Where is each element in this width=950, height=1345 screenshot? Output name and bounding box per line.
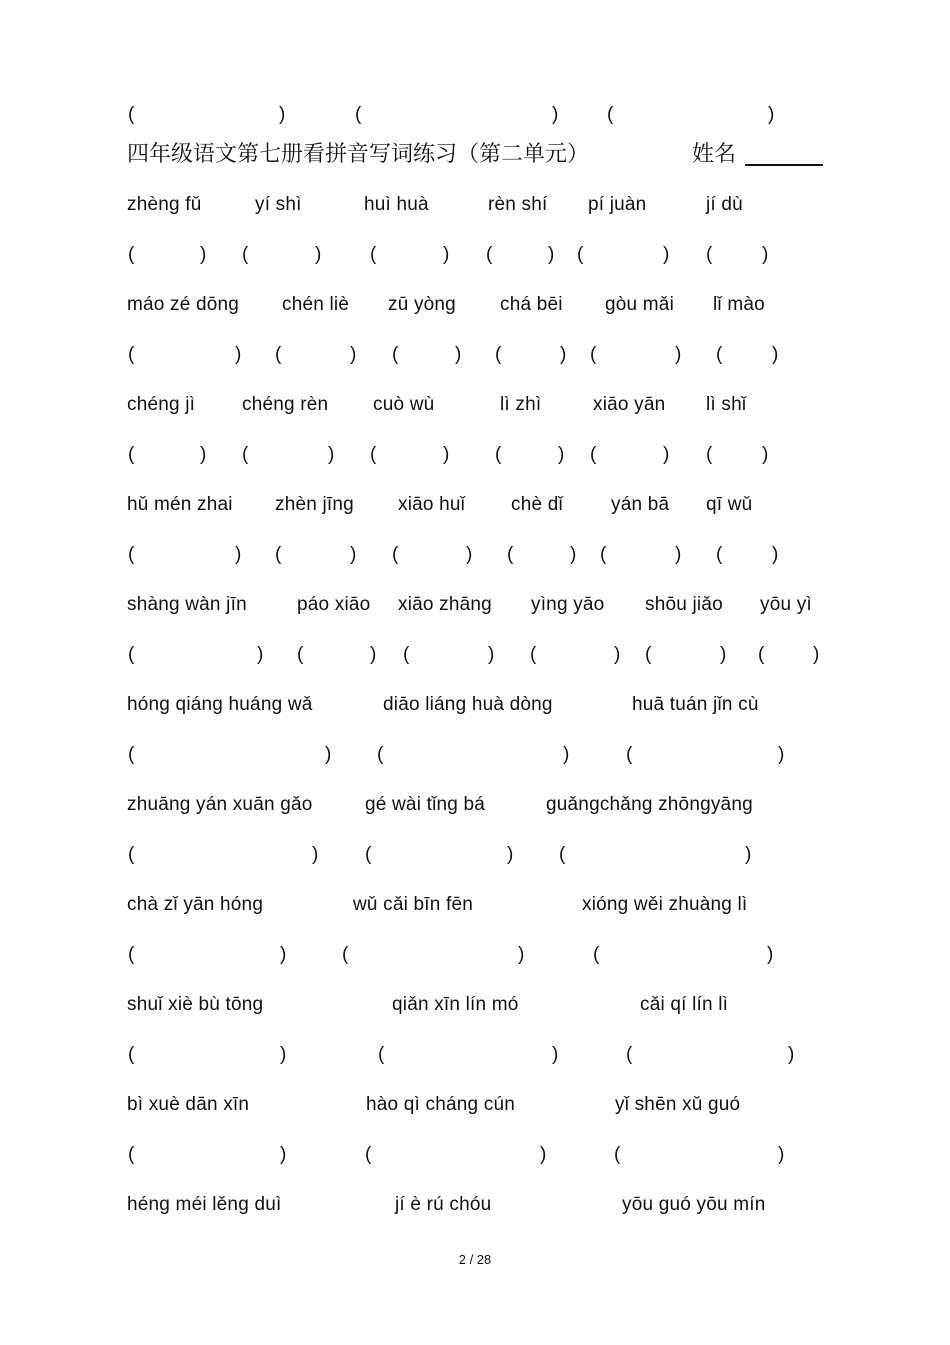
answer-close-paren: ): [235, 544, 242, 565]
answer-open-paren: (: [614, 1144, 621, 1165]
worksheet-title: 四年级语文第七册看拼音写词练习（第二单元）: [127, 142, 590, 167]
answer-open-paren: (: [275, 344, 282, 365]
answer-close-paren: ): [279, 104, 286, 125]
answer-open-paren: (: [128, 344, 135, 365]
answer-close-paren: ): [663, 444, 670, 465]
answer-close-paren: ): [762, 444, 769, 465]
answer-blank-row: [0, 240, 950, 270]
pinyin-word: jí dù: [706, 194, 743, 215]
answer-open-paren: (: [590, 444, 597, 465]
answer-close-paren: ): [762, 244, 769, 265]
answer-close-paren: ): [370, 644, 377, 665]
answer-open-paren: (: [593, 944, 600, 965]
answer-open-paren: (: [365, 844, 372, 865]
pinyin-word: gòu mǎi: [605, 294, 674, 315]
answer-open-paren: (: [607, 104, 614, 125]
pinyin-row: [0, 790, 950, 820]
answer-close-paren: ): [745, 844, 752, 865]
pinyin-word: lǐ mào: [713, 294, 765, 315]
pinyin-word: yí shì: [255, 194, 302, 215]
pinyin-word: chè dǐ: [511, 494, 563, 515]
pinyin-word: cuò wù: [373, 394, 435, 415]
pinyin-word: shōu jiǎo: [645, 594, 723, 615]
name-label: 姓名: [692, 142, 737, 167]
answer-open-paren: (: [370, 444, 377, 465]
pinyin-word: huì huà: [364, 194, 429, 215]
answer-open-paren: (: [370, 244, 377, 265]
pinyin-word: qiǎn xīn lín mó: [392, 994, 519, 1015]
pinyin-word: gé wài tǐng bá: [365, 794, 486, 815]
answer-blank-row: [0, 1040, 950, 1070]
answer-open-paren: (: [275, 544, 282, 565]
answer-close-paren: ): [548, 244, 555, 265]
pinyin-row: [0, 490, 950, 520]
answer-close-paren: ): [350, 544, 357, 565]
answer-open-paren: (: [403, 644, 410, 665]
pinyin-word: xióng wěi zhuàng lì: [582, 894, 748, 915]
answer-close-paren: ): [257, 644, 264, 665]
answer-open-paren: (: [128, 104, 135, 125]
answer-open-paren: (: [507, 544, 514, 565]
answer-open-paren: (: [577, 244, 584, 265]
answer-close-paren: ): [280, 944, 287, 965]
pinyin-word: xiāo zhāng: [398, 594, 492, 615]
answer-open-paren: (: [242, 444, 249, 465]
pinyin-word: bì xuè dān xīn: [127, 1094, 250, 1115]
answer-close-paren: ): [488, 644, 495, 665]
answer-blank-row: [0, 540, 950, 570]
answer-close-paren: ): [507, 844, 514, 865]
pinyin-word: hóng qiáng huáng wǎ: [127, 694, 313, 715]
answer-open-paren: (: [706, 244, 713, 265]
pinyin-word: zhèng fǔ: [127, 194, 202, 215]
answer-open-paren: (: [128, 644, 135, 665]
answer-close-paren: ): [540, 1144, 547, 1165]
answer-open-paren: (: [128, 744, 135, 765]
answer-open-paren: (: [590, 344, 597, 365]
pinyin-word: pí juàn: [588, 194, 647, 215]
answer-close-paren: ): [518, 944, 525, 965]
pinyin-row: [0, 590, 950, 620]
pinyin-word: rèn shí: [488, 194, 548, 215]
pinyin-word: héng méi lěng duì: [127, 1194, 282, 1215]
pinyin-row: [0, 890, 950, 920]
answer-blank-row: [0, 1140, 950, 1170]
answer-open-paren: (: [626, 744, 633, 765]
answer-close-paren: ): [200, 244, 207, 265]
page-number: 2 / 28: [458, 1252, 492, 1267]
answer-close-paren: ): [720, 644, 727, 665]
pinyin-row: [0, 1090, 950, 1120]
answer-open-paren: (: [645, 644, 652, 665]
answer-close-paren: ): [560, 344, 567, 365]
pinyin-word: yán bā: [611, 494, 670, 515]
answer-open-paren: (: [626, 1044, 633, 1065]
answer-close-paren: ): [280, 1044, 287, 1065]
answer-open-paren: (: [716, 344, 723, 365]
answer-close-paren: ): [767, 944, 774, 965]
answer-close-paren: ): [788, 1044, 795, 1065]
answer-blank-row: [0, 640, 950, 670]
answer-close-paren: ): [675, 344, 682, 365]
pinyin-word: hào qì cháng cún: [366, 1094, 515, 1115]
answer-open-paren: (: [716, 544, 723, 565]
pinyin-row: [0, 1190, 950, 1220]
answer-open-paren: (: [365, 1144, 372, 1165]
answer-close-paren: ): [350, 344, 357, 365]
answer-open-paren: (: [495, 344, 502, 365]
pinyin-word: diāo liáng huà dòng: [383, 694, 553, 715]
answer-open-paren: (: [392, 544, 399, 565]
answer-close-paren: ): [443, 244, 450, 265]
pinyin-word: hǔ mén zhai: [127, 494, 233, 515]
pinyin-word: chéng rèn: [242, 394, 329, 415]
answer-close-paren: ): [280, 1144, 287, 1165]
pinyin-word: cǎi qí lín lì: [640, 994, 729, 1015]
answer-close-paren: ): [778, 1144, 785, 1165]
answer-close-paren: ): [328, 444, 335, 465]
answer-open-paren: (: [355, 104, 362, 125]
answer-open-paren: (: [128, 544, 135, 565]
answer-close-paren: ): [455, 344, 462, 365]
pinyin-word: lì zhì: [500, 394, 542, 415]
answer-blank-row: [0, 340, 950, 370]
pinyin-word: xiāo yān: [593, 394, 666, 415]
answer-open-paren: (: [377, 744, 384, 765]
answer-close-paren: ): [235, 344, 242, 365]
answer-blank-row: [0, 940, 950, 970]
pinyin-word: guǎngchǎng zhōngyāng: [546, 794, 753, 815]
pinyin-word: páo xiāo: [297, 594, 371, 615]
pinyin-word: chén liè: [282, 294, 350, 315]
answer-open-paren: (: [242, 244, 249, 265]
pinyin-word: yōu guó yōu mín: [622, 1194, 766, 1215]
pinyin-word: chà zǐ yān hóng: [127, 894, 264, 915]
answer-blank-row: [0, 840, 950, 870]
answer-open-paren: (: [392, 344, 399, 365]
pinyin-word: zhèn jīng: [275, 494, 354, 515]
answer-open-paren: (: [342, 944, 349, 965]
answer-open-paren: (: [128, 1044, 135, 1065]
name-blank-line[interactable]: [745, 164, 823, 166]
answer-open-paren: (: [128, 944, 135, 965]
answer-close-paren: ): [772, 544, 779, 565]
pinyin-word: wǔ cǎi bīn fēn: [353, 894, 474, 915]
answer-close-paren: ): [312, 844, 319, 865]
pinyin-word: shàng wàn jīn: [127, 594, 247, 615]
answer-close-paren: ): [768, 104, 775, 125]
pinyin-word: shuǐ xiè bù tōng: [127, 994, 264, 1015]
answer-open-paren: (: [128, 1144, 135, 1165]
pinyin-word: chá bēi: [500, 294, 563, 315]
answer-close-paren: ): [563, 744, 570, 765]
answer-open-paren: (: [706, 444, 713, 465]
answer-open-paren: (: [297, 644, 304, 665]
pinyin-word: chéng jì: [127, 394, 196, 415]
answer-close-paren: ): [466, 544, 473, 565]
answer-open-paren: (: [378, 1044, 385, 1065]
answer-blank-row: [0, 100, 950, 130]
pinyin-word: jí è rú chóu: [395, 1194, 492, 1215]
answer-open-paren: (: [128, 444, 135, 465]
answer-open-paren: (: [600, 544, 607, 565]
answer-open-paren: (: [559, 844, 566, 865]
pinyin-word: yǐ shēn xǔ guó: [615, 1094, 741, 1115]
answer-close-paren: ): [558, 444, 565, 465]
answer-close-paren: ): [325, 744, 332, 765]
answer-blank-row: [0, 440, 950, 470]
answer-close-paren: ): [552, 104, 559, 125]
answer-close-paren: ): [614, 644, 621, 665]
answer-close-paren: ): [663, 244, 670, 265]
answer-open-paren: (: [495, 444, 502, 465]
pinyin-row: [0, 390, 950, 420]
answer-close-paren: ): [200, 444, 207, 465]
answer-close-paren: ): [772, 344, 779, 365]
answer-close-paren: ): [443, 444, 450, 465]
answer-open-paren: (: [128, 244, 135, 265]
answer-close-paren: ): [570, 544, 577, 565]
answer-blank-row: [0, 740, 950, 770]
pinyin-word: huā tuán jǐn cù: [632, 694, 759, 715]
answer-close-paren: ): [552, 1044, 559, 1065]
pinyin-row: [0, 190, 950, 220]
pinyin-word: lì shǐ: [706, 394, 747, 415]
pinyin-word: zhuāng yán xuān gǎo: [127, 794, 313, 815]
pinyin-word: qī wǔ: [706, 494, 753, 515]
pinyin-word: yìng yāo: [531, 594, 605, 615]
pinyin-word: xiāo huǐ: [398, 494, 466, 515]
pinyin-word: máo zé dōng: [127, 294, 240, 315]
answer-close-paren: ): [778, 744, 785, 765]
pinyin-word: yōu yì: [760, 594, 812, 615]
pinyin-row: [0, 290, 950, 320]
pinyin-word: zū yòng: [388, 294, 456, 315]
answer-close-paren: ): [315, 244, 322, 265]
answer-open-paren: (: [758, 644, 765, 665]
answer-close-paren: ): [813, 644, 820, 665]
answer-open-paren: (: [128, 844, 135, 865]
pinyin-row: [0, 990, 950, 1020]
pinyin-row: [0, 690, 950, 720]
answer-open-paren: (: [530, 644, 537, 665]
answer-close-paren: ): [675, 544, 682, 565]
answer-open-paren: (: [486, 244, 493, 265]
